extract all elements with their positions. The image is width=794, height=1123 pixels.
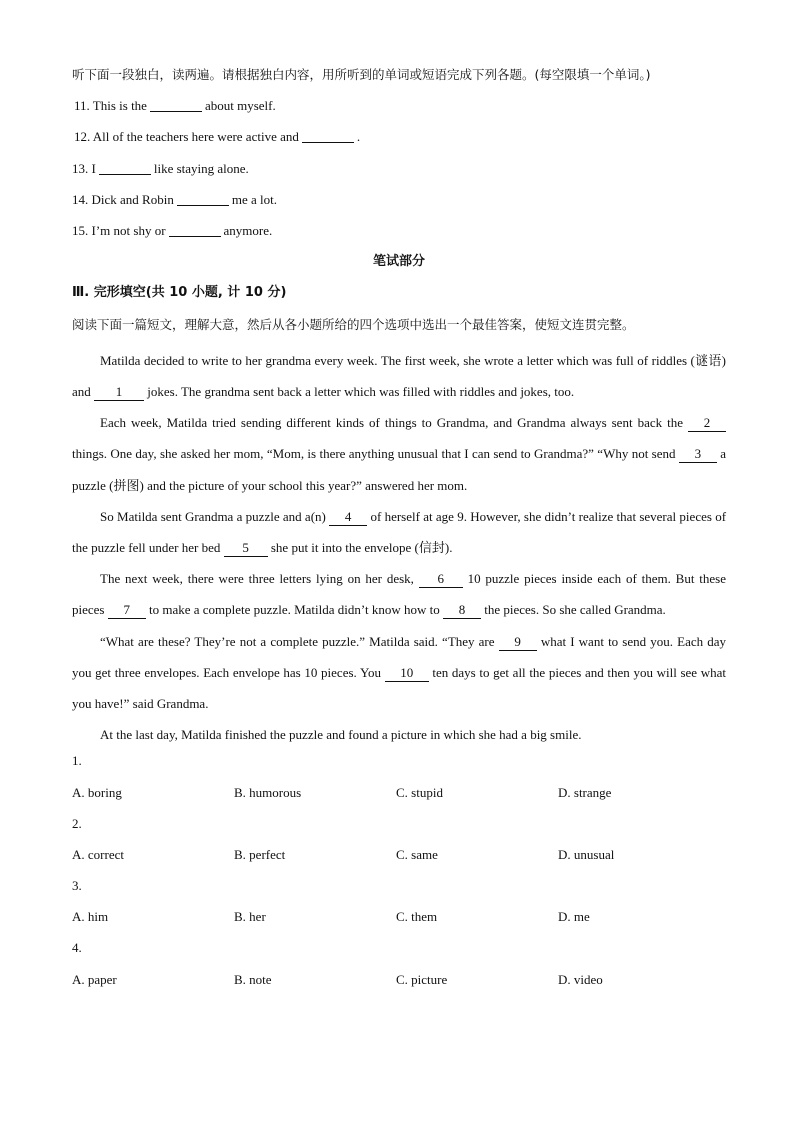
question-text: 12. All of the teachers here were active and bbox=[74, 129, 299, 145]
option-d[interactable]: D. video bbox=[558, 971, 603, 987]
question-text: anymore. bbox=[223, 222, 273, 238]
blank-2: 2 bbox=[688, 415, 726, 432]
option-d[interactable]: D. unusual bbox=[558, 846, 615, 862]
passage-paragraph-6: At the last day, Matilda finished the puzzle and found a picture in which she had a big smile. bbox=[100, 727, 582, 743]
passage-text: 10 puzzle pieces inside each of them. But these pieces bbox=[72, 571, 726, 618]
passage-text: of herself at age 9. However, she didn’t realize that several pieces of the puzzle fell under her bed bbox=[72, 508, 727, 555]
passage-text: she put it into the envelope (信封). bbox=[270, 539, 453, 555]
option-c[interactable]: C. same bbox=[396, 846, 438, 862]
passage-text: So Matilda sent Grandma a puzzle and a(n) bbox=[100, 508, 326, 524]
option-c[interactable]: C. picture bbox=[396, 971, 448, 987]
passage-text: The next week, there were three letters lying on her desk, bbox=[100, 571, 414, 587]
blank-10: 10 bbox=[385, 665, 429, 682]
passage-text: jokes. The grandma sent back a letter which was filled with riddles and jokes, too. bbox=[147, 383, 575, 399]
question-number: 2. bbox=[72, 815, 82, 831]
question-15 bbox=[72, 220, 726, 251]
passage-paragraph-4 bbox=[72, 563, 726, 625]
question-text: about myself. bbox=[204, 98, 276, 114]
blank-6: 6 bbox=[419, 571, 463, 588]
option-b[interactable]: B. note bbox=[234, 971, 272, 987]
blank-9: 9 bbox=[499, 634, 537, 651]
question-text: . bbox=[356, 129, 361, 145]
question-text: me a lot. bbox=[231, 191, 277, 207]
section-heading: Ⅲ. 完形填空(共 10 小题, 计 10 分) bbox=[72, 285, 287, 301]
passage-text: ten days to get all the pieces and then you will see what you have!” said Grandma. bbox=[72, 664, 726, 711]
option-b[interactable]: B. her bbox=[234, 909, 266, 925]
option-b[interactable]: B. humorous bbox=[234, 784, 302, 800]
question-11 bbox=[72, 95, 726, 126]
blank-1: 1 bbox=[94, 384, 144, 401]
passage-text: “What are these? They’re not a complete puzzle.” Matilda said. “They are bbox=[100, 633, 495, 649]
question-text: 14. Dick and Robin bbox=[72, 191, 174, 207]
option-b[interactable]: B. perfect bbox=[234, 846, 286, 862]
exam-page bbox=[72, 64, 726, 1000]
options-row bbox=[72, 969, 726, 1000]
options-row bbox=[72, 906, 726, 937]
options-row bbox=[72, 844, 726, 875]
blank-3: 3 bbox=[679, 446, 717, 463]
option-a[interactable]: A. boring bbox=[72, 784, 122, 800]
question-text: 13. I bbox=[72, 160, 96, 176]
blank-8: 8 bbox=[443, 602, 481, 619]
written-part-title: 笔试部分 bbox=[372, 254, 425, 270]
question-number: 4. bbox=[72, 940, 82, 956]
passage-paragraph-5 bbox=[72, 626, 726, 720]
passage-text: the pieces. So she called Grandma. bbox=[484, 602, 666, 618]
passage-text: Each week, Matilda tried sending different kinds of things to Grandma, and Grandma always sent back the bbox=[100, 415, 683, 431]
option-d[interactable]: D. me bbox=[558, 909, 590, 925]
blank-7: 7 bbox=[108, 602, 146, 619]
question-text: 15. I’m not shy or bbox=[72, 222, 166, 238]
listening-instruction: 听下面一段独白，读两遍。请根据独白内容，用所听到的单词或短语完成下列各题。(每空限填一个单词。) bbox=[72, 67, 651, 82]
question-13 bbox=[72, 158, 726, 189]
question-12 bbox=[72, 126, 726, 157]
answer-blank[interactable] bbox=[99, 160, 151, 175]
question-text: like staying alone. bbox=[153, 160, 249, 176]
option-c[interactable]: C. them bbox=[396, 909, 438, 925]
blank-5: 5 bbox=[224, 540, 268, 557]
question-number: 1. bbox=[72, 753, 82, 769]
option-a[interactable]: A. paper bbox=[72, 971, 117, 987]
option-d[interactable]: D. strange bbox=[558, 784, 612, 800]
passage-text: a puzzle (拼图) and the picture of your school this year?” answered her mom. bbox=[72, 446, 726, 493]
cloze-instruction: 阅读下面一篇短文，理解大意，然后从各小题所给的四个选项中选出一个最佳答案，使短文连贯完整。 bbox=[72, 316, 635, 332]
answer-blank[interactable] bbox=[169, 222, 221, 237]
answer-blank[interactable] bbox=[177, 191, 229, 206]
option-c[interactable]: C. stupid bbox=[396, 784, 443, 800]
passage-paragraph-3 bbox=[72, 501, 726, 563]
passage-text: things. One day, she asked her mom, “Mom, is there anything unusual that I can send to Grandma?” “Why not send bbox=[72, 446, 676, 462]
passage-text: to make a complete puzzle. Matilda didn’t know how to bbox=[148, 602, 440, 618]
answer-blank[interactable] bbox=[302, 128, 354, 143]
passage-text: what I want to send you. Each day you get three envelopes. Each envelope has 10 pieces. You bbox=[72, 633, 727, 680]
options-row bbox=[72, 782, 726, 813]
answer-blank[interactable] bbox=[150, 97, 202, 112]
option-a[interactable]: A. correct bbox=[72, 846, 124, 862]
passage-text: Matilda decided to write to her grandma every week. The first week, she wrote a letter which was full of riddles (谜语) and bbox=[72, 352, 726, 399]
option-a[interactable]: A. him bbox=[72, 909, 109, 925]
passage-paragraph-2 bbox=[72, 407, 726, 501]
question-text: 11. This is the bbox=[74, 98, 147, 114]
question-number: 3. bbox=[72, 878, 82, 894]
passage-paragraph-1 bbox=[72, 345, 726, 407]
blank-4: 4 bbox=[329, 509, 367, 526]
question-14 bbox=[72, 189, 726, 220]
